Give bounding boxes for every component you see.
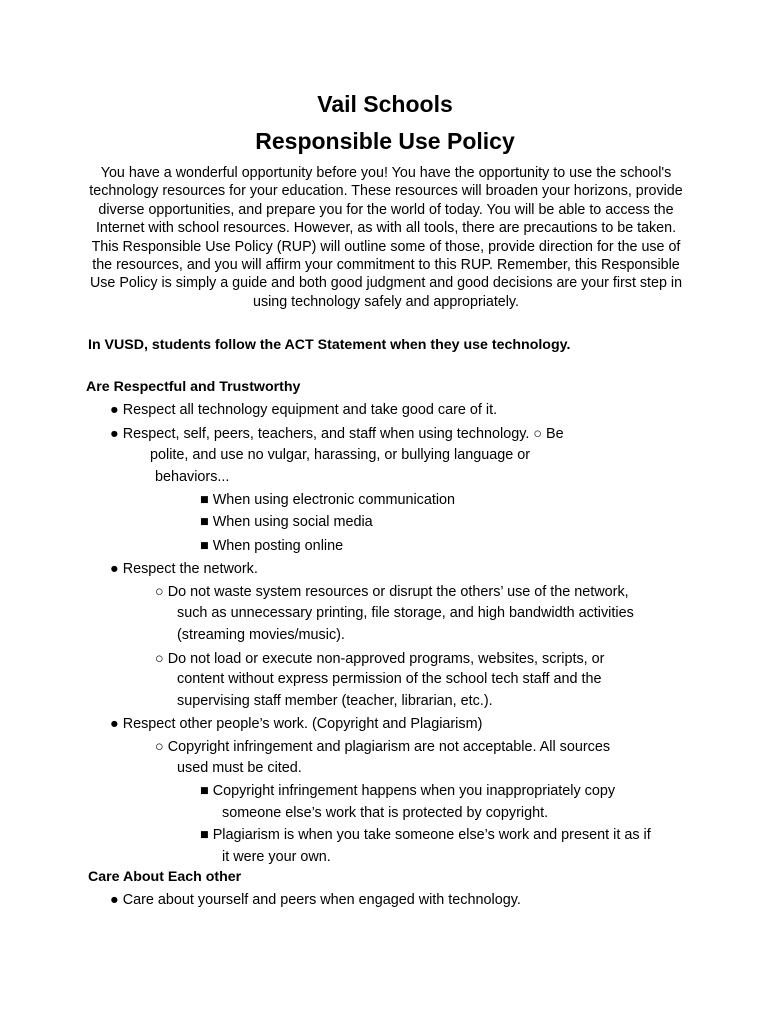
list-item-continuation: (streaming movies/music). xyxy=(177,627,345,643)
list-item: ○ Do not load or execute non-approved programs, websites, scripts, or xyxy=(155,651,605,667)
list-item: ● Respect the network. xyxy=(110,561,258,577)
document-subtitle: Responsible Use Policy xyxy=(255,128,515,154)
list-item: ■ Plagiarism is when you take someone else’s work and present it as if xyxy=(200,827,651,843)
list-item: ■ When using electronic communication xyxy=(200,492,456,508)
list-item-continuation: it were your own. xyxy=(222,849,331,865)
section-heading-care: Care About Each other xyxy=(88,869,242,885)
list-item: ● Respect, self, peers, teachers, and staff when using technology. ○ Be xyxy=(110,426,564,442)
act-statement: In VUSD, students follow the ACT Statement when they use technology. xyxy=(88,337,571,353)
list-item-continuation: used must be cited. xyxy=(177,760,302,776)
list-item: ■ When posting online xyxy=(200,538,344,554)
list-item-continuation: content without express permission of the school tech staff and the xyxy=(177,671,602,687)
document-title: Vail Schools xyxy=(317,91,453,117)
list-item: ● Respect other people’s work. (Copyright and Plagiarism) xyxy=(110,716,483,732)
list-item-continuation: such as unnecessary printing, file storage, and high bandwidth activities xyxy=(177,605,634,621)
list-item: ■ When using social media xyxy=(200,514,373,530)
list-item-continuation: supervising staff member (teacher, librarian, etc.). xyxy=(177,693,493,709)
list-item: ● Respect all technology equipment and take good care of it. xyxy=(110,402,498,418)
list-item-continuation: someone else’s work that is protected by copyright. xyxy=(222,805,549,821)
list-item-continuation: polite, and use no vulgar, harassing, or bullying language or xyxy=(150,447,531,463)
list-item: ○ Do not waste system resources or disrupt the others’ use of the network, xyxy=(155,584,629,600)
list-item: ○ Copyright infringement and plagiarism are not acceptable. All sources xyxy=(155,739,611,755)
section-heading-respectful: Are Respectful and Trustworthy xyxy=(86,379,301,395)
intro-paragraph: You have a wonderful opportunity before you! You have the opportunity to use the school's technology resources for your education. These resources will broaden your horizons, provide diverse opportunities, and prepare you for the world of today. You will be able to access the Internet with school resources. However, as with all tools, there are precautions to be taken. This Responsible Use Policy (RUP) will outline some of those, provide direction for the use of the resources, and you will affirm your commitment to this RUP. Remember, this Responsible Use Policy is simply a guide and both good judgment and good decisions are your first step in using technology safely and appropriately. xyxy=(89,165,683,310)
list-item: ● Care about yourself and peers when engaged with technology. xyxy=(110,892,521,908)
list-item: ■ Copyright infringement happens when you inappropriately copy xyxy=(200,783,616,799)
list-item-continuation: behaviors... xyxy=(155,469,230,485)
